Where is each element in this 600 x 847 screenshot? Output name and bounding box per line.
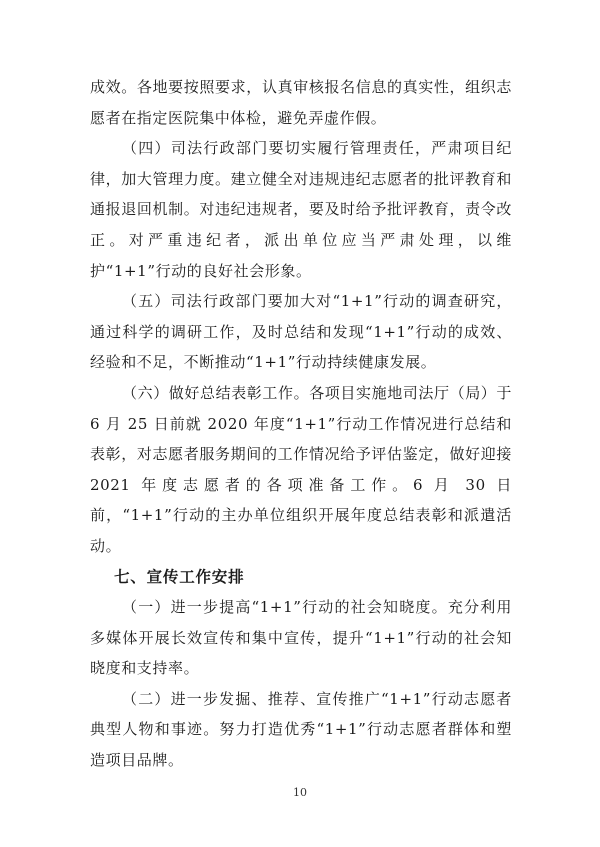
paragraph-section7-item-2: （二）进一步发掘、推荐、宣传推广“1+1”行动志愿者典型人物和事迹。努力打造优秀“1+1”行动志愿者群体和塑造项目品牌。 — [90, 689, 512, 770]
section-heading: 七、宣传工作安排 — [114, 567, 245, 586]
paragraph-item-6: （六）做好总结表彰工作。各项目实施地司法厅（局）于 6 月 25 日前就 2020 年度“1+1”行动工作情况进行总结和表彰，对志愿者服务期间的工作情况给予评估鉴定，做好迎接 2021 年度志愿者的各项准备工作。6 月 30 日前，“1+1”行动的主办单位组织开展年度总结表彰和派遣活动。 — [90, 383, 513, 555]
paragraph-section7-item-1: （一）进一步提高“1+1”行动的社会知晓度。充分利用多媒体开展长效宣传和集中宣传，提升“1+1”行动的社会知晓度和支持率。 — [90, 598, 512, 678]
page-number: 10 — [293, 786, 307, 799]
paragraph-item-5: （五）司法行政部门要加大对“1+1”行动的调查研究，通过科学的调研工作，及时总结和发现“1+1”行动的成效、经验和不足，不断推动“1+1”行动持续健康发展。 — [90, 292, 512, 372]
paragraph-continuation: 成效。各地要按照要求，认真审核报名信息的真实性，组织志愿者在指定医院集中体检，避免弄虚作假。 — [90, 78, 512, 127]
page-body — [90, 72, 512, 776]
paragraph-item-4: （四）司法行政部门要切实履行管理责任，严肃项目纪律，加大管理力度。建立健全对违规违纪志愿者的批评教育和通报退回机制。对违纪违规者，要及时给予批评教育，责令改正。对严重违纪者，派出单位应当严肃处理，以维护“1+1”行动的良好社会形象。 — [90, 139, 512, 280]
